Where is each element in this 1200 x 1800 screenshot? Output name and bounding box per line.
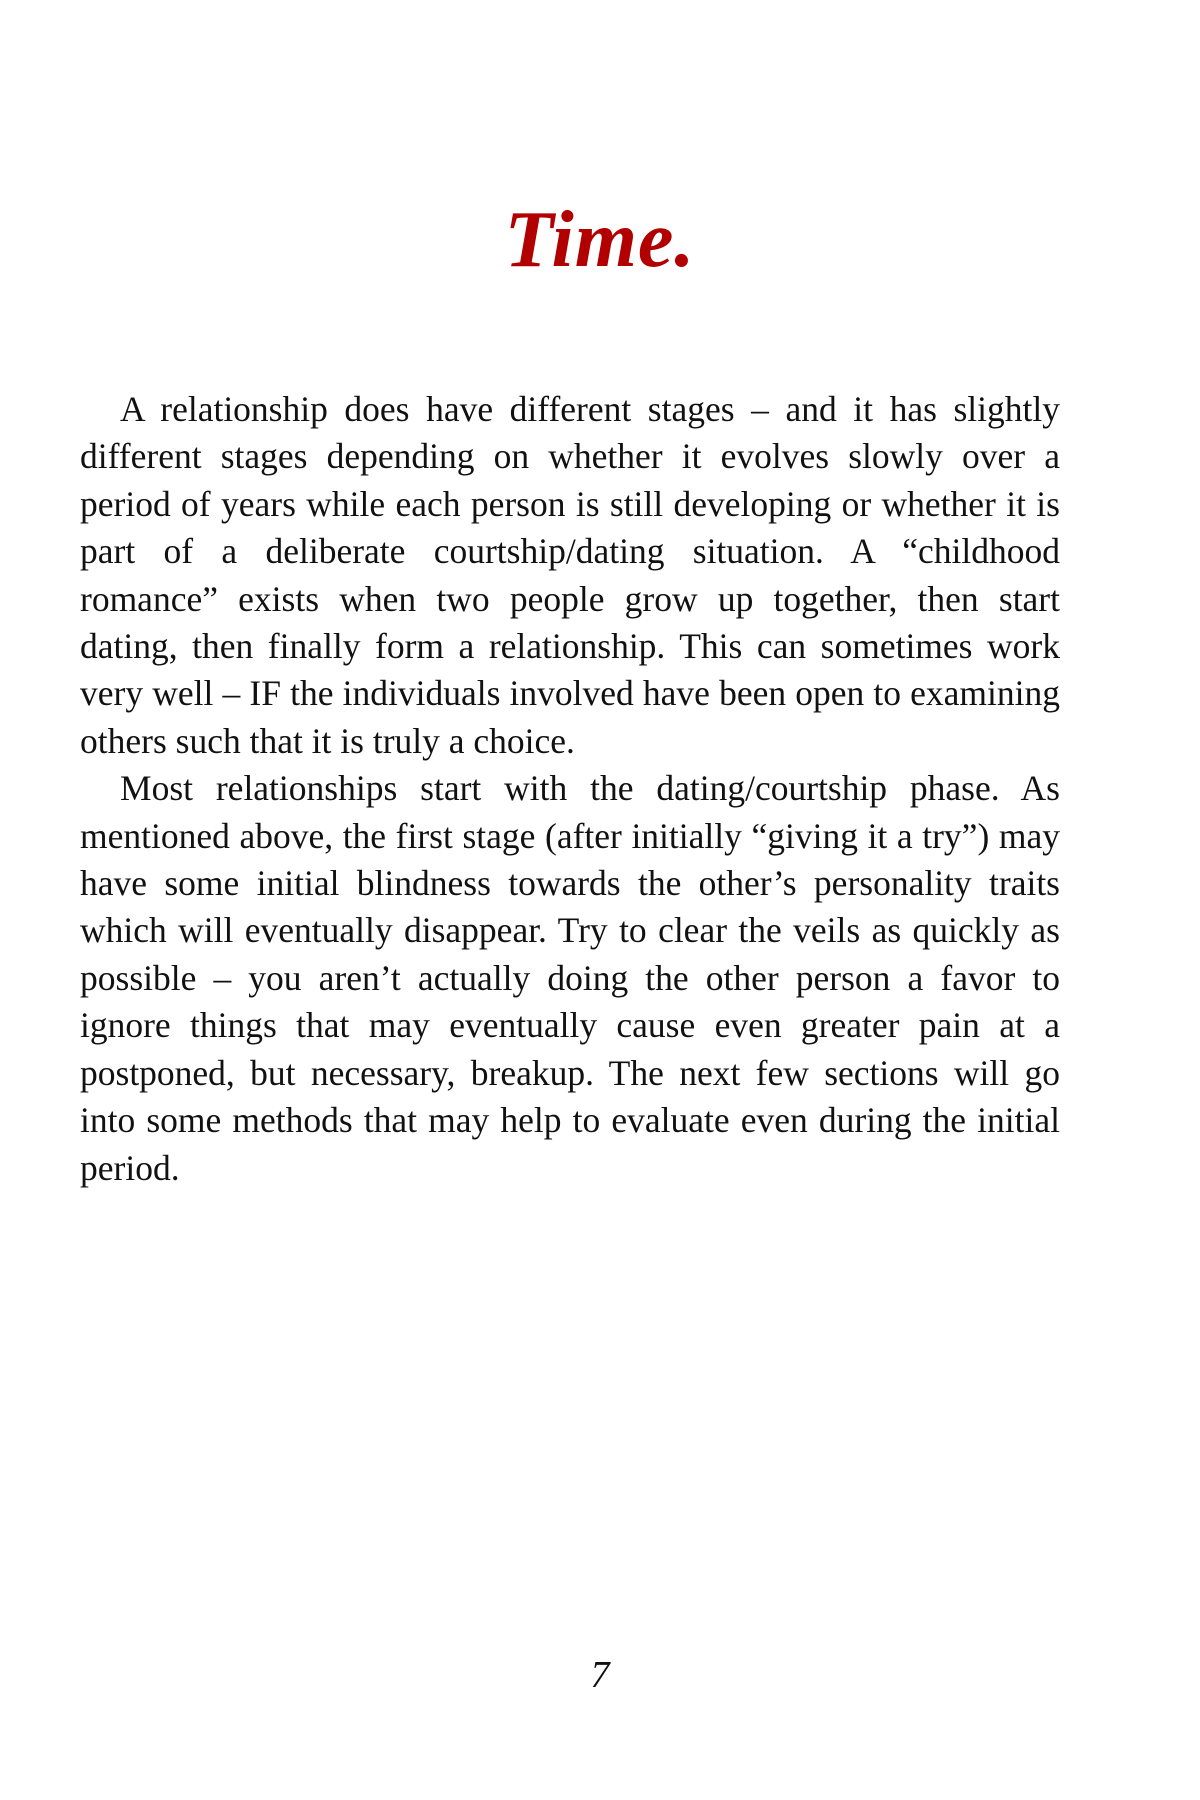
chapter-title: Time. — [504, 196, 696, 284]
body-text — [80, 386, 1060, 1192]
page-number: 7 — [590, 1654, 610, 1696]
paragraph: A relationship does have different stages – and it has slightly different stages depending on whether it evolves slowly over a period of years while each person is still developing or whether it is part of a deliberate courtship/dating situation. A “childhood romance” exists when two people grow up together, then start dating, then finally form a relationship. This can sometimes work very well – IF the individuals involved have been open to examining others such that it is truly a choice. — [80, 389, 1060, 761]
paragraph: Most relationships start with the dating/courtship phase. As mentioned above, the first stage (after initially “giving it a try”) may have some initial blindness towards the other’s personality traits which will eventually disappear. Try to clear the veils as quickly as possible – you aren’t actually doing the other person a favor to ignore things that may eventually cause even greater pain at a postponed, but necessary, breakup. The next few sections will go into some methods that may help to evaluate even during the initial period. — [80, 768, 1060, 1188]
